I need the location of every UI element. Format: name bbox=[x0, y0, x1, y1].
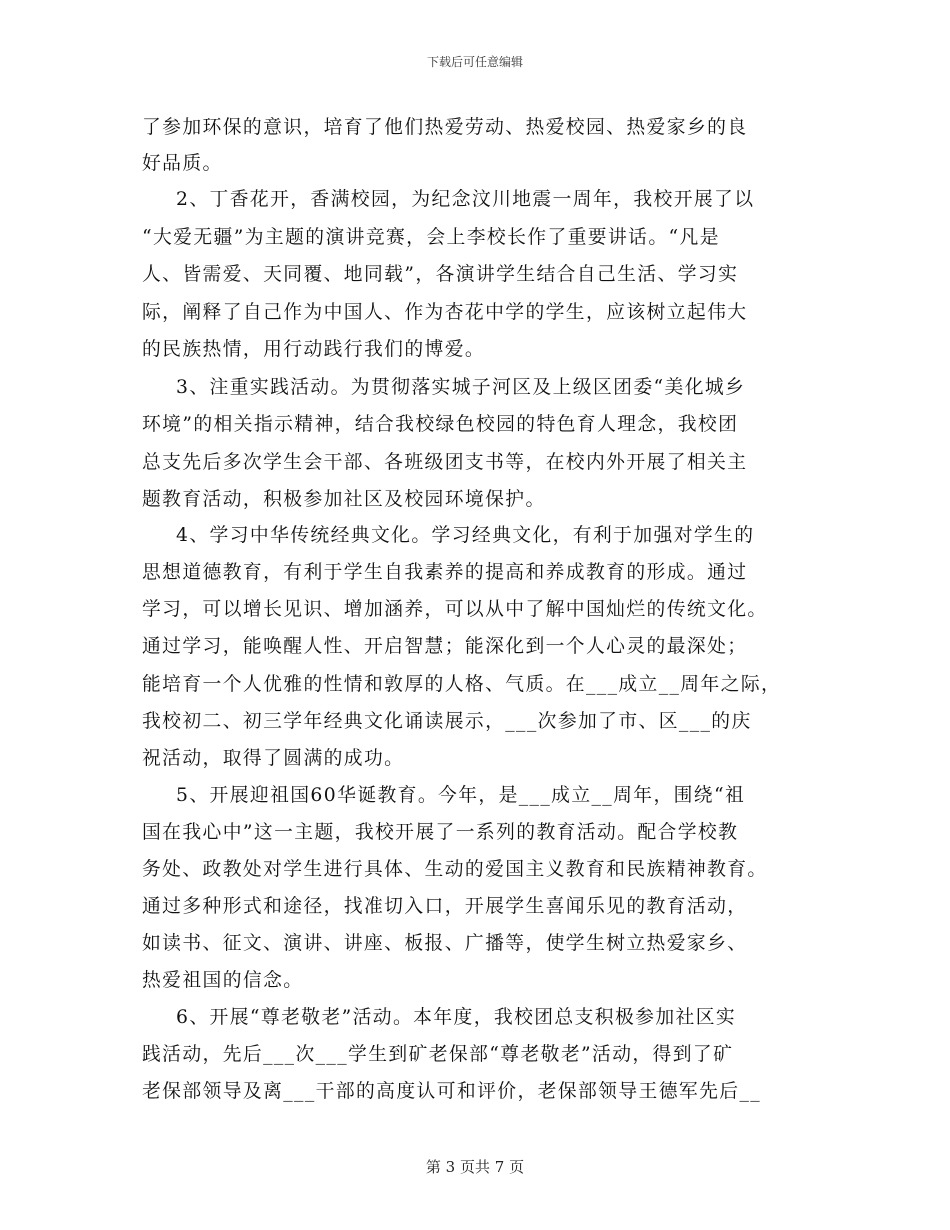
text-line: “大爱无疆”为主题的演讲竞赛，会上李校长作了重要讲话。“凡是 bbox=[142, 227, 720, 248]
text-line: 了参加环保的意识，培育了他们热爱劳动、热爱校园、热爱家乡的良 bbox=[142, 117, 748, 138]
text-line: 通过多种形式和途径，找准切入口，开展学生喜闻乐见的教育活动， bbox=[142, 896, 748, 917]
text-line: 践活动，先后___次___学生到矿老保部“尊老敬老”活动，得到了矿 bbox=[142, 1044, 734, 1065]
text-line: 国在我心中”这一主题，我校开展了一系列的教育活动。配合学校教 bbox=[142, 822, 739, 843]
text-line: 总支先后多次学生会干部、各班级团支书等，在校内外开展了相关主 bbox=[142, 452, 748, 473]
text-line: 题教育活动，积极参加社区及校园环境保护。 bbox=[142, 489, 546, 510]
text-line: 如读书、征文、演讲、讲座、板报、广播等，使学生树立热爱家乡、 bbox=[142, 933, 748, 954]
text-line: 好品质。 bbox=[142, 153, 223, 174]
text-line: 3、注重实践活动。为贯彻落实城子河区及上级区团委“美化城乡 bbox=[176, 377, 746, 398]
text-line: 环境”的相关指示精神，结合我校绿色校园的特色育人理念，我校团 bbox=[142, 414, 739, 435]
text-line: 我校初二、初三学年经典文化诵读展示，___次参加了市、区___的庆 bbox=[142, 711, 752, 732]
text-line: 2、丁香花开，香满校园，为纪念汶川地震一周年，我校开展了以 bbox=[176, 189, 755, 210]
text-line: 的民族热情，用行动践行我们的博爱。 bbox=[142, 339, 486, 360]
text-line: 热爱祖国的信念。 bbox=[142, 970, 304, 991]
text-line: 4、学习中华传统经典文化。学习经典文化，有利于加强对学生的 bbox=[176, 525, 755, 546]
text-line: 祝活动，取得了圆满的成功。 bbox=[142, 748, 405, 769]
text-line: 务处、政教处对学生进行具体、生动的爱国主义教育和民族精神教育。 bbox=[142, 859, 768, 880]
text-line: 老保部领导及离___干部的高度认可和评价，老保部领导王德军先后__ bbox=[142, 1081, 762, 1102]
page-footer: 第 3 页共 7 页 bbox=[425, 1158, 525, 1176]
text-line: 能培育一个人优雅的性情和敦厚的人格、气质。在___成立__周年之际， bbox=[142, 674, 782, 695]
text-line: 通过学习，能唤醒人性、开启智慧；能深化到一个人心灵的最深处； bbox=[142, 636, 748, 657]
text-line: 际，阐释了自己作为中国人、作为杏花中学的学生，应该树立起伟大 bbox=[142, 302, 748, 323]
text-line: 5、开展迎祖国60华诞教育。今年，是___成立__周年，围绕“祖 bbox=[176, 785, 746, 806]
text-line: 思想道德教育，有利于学生自我素养的提高和养成教育的形成。通过 bbox=[142, 562, 748, 583]
text-line: 学习，可以增长见识、增加涵养，可以从中了解中国灿烂的传统文化。 bbox=[142, 599, 768, 620]
page-header: 下载后可任意编辑 bbox=[426, 55, 523, 69]
text-line: 6、开展“尊老敬老”活动。本年度，我校团总支积极参加社区实 bbox=[176, 1007, 737, 1028]
text-line: 人、皆需爱、天同覆、地同载”，各演讲学生结合自己生活、学习实 bbox=[142, 264, 739, 285]
